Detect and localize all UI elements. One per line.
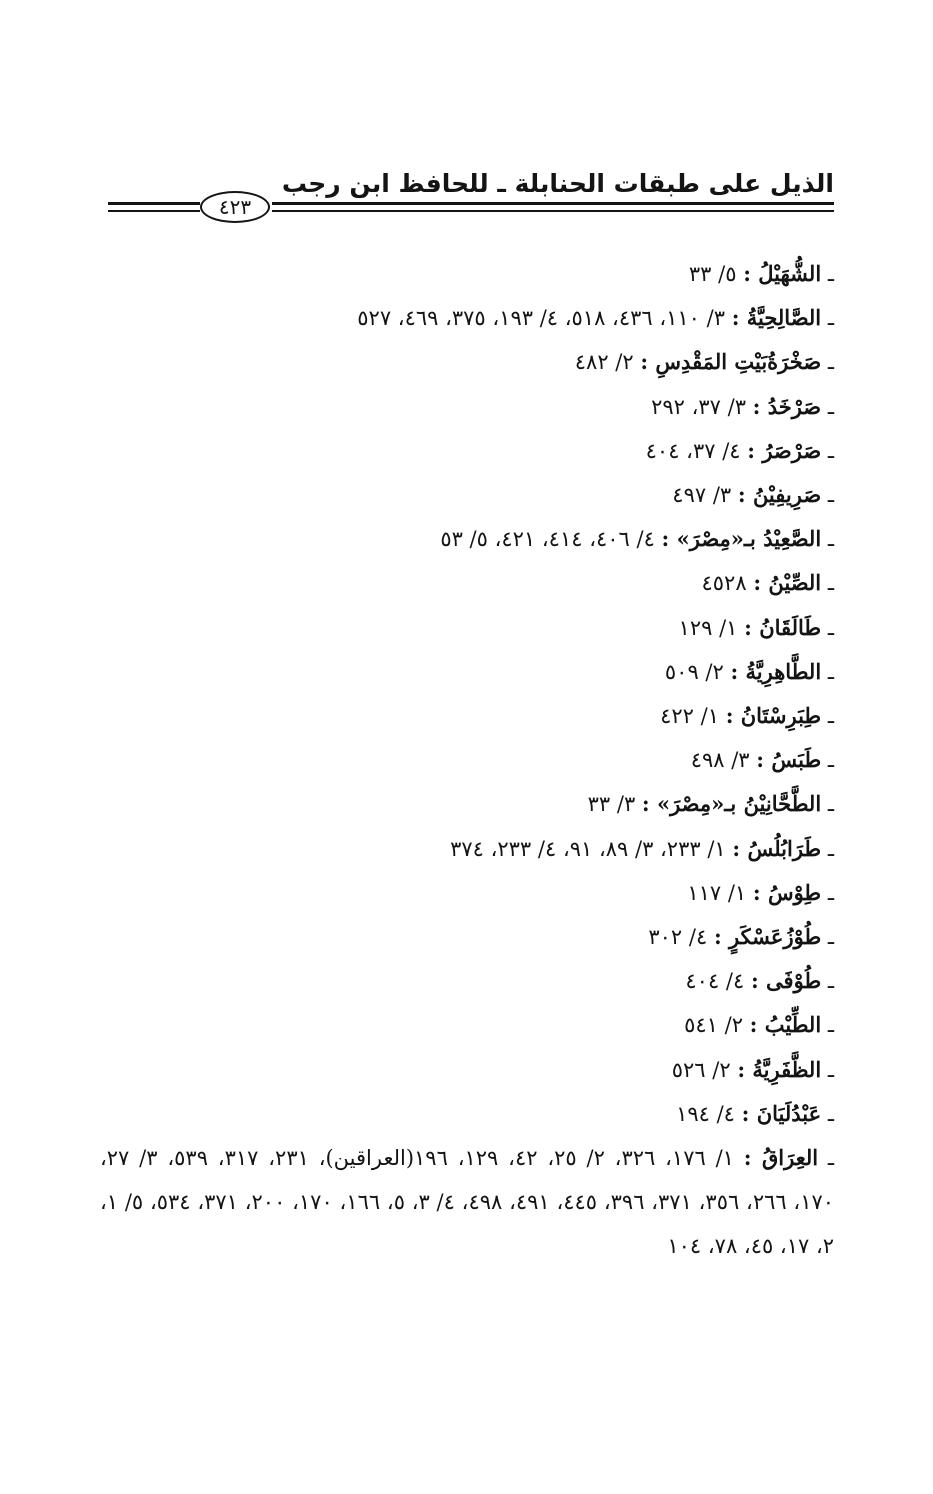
place-name: عَبْدُلَيَانَ :	[741, 1100, 822, 1126]
index-entry	[100, 429, 834, 473]
index-entry	[100, 1136, 834, 1269]
entry-dash: ـ	[827, 615, 834, 640]
entry-dash: ـ	[827, 925, 834, 950]
page-references: ٤/ ٣٧، ٤٠٤	[645, 438, 741, 463]
place-name: الصَّعِيْدُ بـ«مِصْرَ» :	[661, 526, 822, 552]
entry-dash: ـ	[827, 350, 834, 375]
page-number: ٤٢٣	[200, 191, 270, 223]
page-references: ٢/ ٥٢٦	[671, 1057, 731, 1082]
index-entry	[100, 473, 834, 517]
place-name: الطَّحَّانِيْنُ بـ«مِصْرَ» :	[641, 791, 822, 817]
page-references: ٣/ ١١٠، ٤٣٦، ٥١٨، ٤/ ١٩٣، ٣٧٥، ٤٦٩، ٥٢٧	[357, 306, 725, 331]
place-name: الشُّهَيْلُ :	[743, 261, 822, 286]
entry-dash: ـ	[827, 1057, 834, 1082]
page-references: ٤/ ٤٠٤	[685, 969, 745, 994]
header-rule-right	[272, 202, 834, 212]
header-rule-left	[108, 202, 200, 212]
entry-dash: ـ	[827, 1013, 834, 1038]
page-references: ١/ ٢٣٣، ٣/ ٨٩، ٩١، ٤/ ٢٣٣، ٣٧٤	[450, 836, 726, 861]
entry-dash: ـ	[827, 836, 834, 861]
entry-dash: ـ	[827, 527, 834, 552]
index-entry	[100, 606, 834, 650]
place-name: الطَّاهِرِيَّةُ :	[730, 658, 822, 684]
page-references: ٣/ ٤٩٧	[672, 483, 732, 508]
entry-dash: ـ	[827, 1146, 835, 1171]
entry-dash: ـ	[827, 262, 834, 286]
entry-dash: ـ	[827, 394, 834, 419]
index-entry	[100, 782, 834, 826]
page-references: ٣/ ٣٧، ٢٩٢	[651, 394, 746, 419]
page-references: ١/ ٤٢٢	[660, 704, 719, 729]
index-entry	[100, 915, 834, 959]
entry-dash: ـ	[827, 571, 834, 596]
place-name: طِبَرِسْتَانُ :	[725, 703, 822, 729]
index-entry	[100, 650, 834, 694]
index-entry	[100, 871, 834, 915]
place-name: الطِّيْبُ :	[749, 1012, 822, 1038]
page-header	[108, 168, 834, 228]
index-entry	[100, 827, 834, 871]
page-references: ١/ ١٢٩	[678, 615, 738, 640]
entry-dash: ـ	[827, 659, 834, 684]
page-references: ٢/ ٥٤١	[684, 1013, 743, 1038]
page-references: ٢/ ٥٠٩	[664, 659, 724, 684]
place-name: صَرِيفِيْنُ :	[737, 482, 822, 508]
entry-dash: ـ	[827, 704, 834, 729]
index-entry	[100, 561, 834, 605]
place-name: الصِّيْنُ :	[753, 570, 822, 596]
index-entries	[100, 252, 834, 1269]
entry-dash: ـ	[827, 438, 834, 463]
page-references: ٤٥٢٨	[701, 571, 747, 596]
page-references: ٣/ ٣٣	[587, 792, 636, 817]
index-entry	[100, 959, 834, 1003]
place-name: طِوْسُ :	[752, 879, 822, 905]
index-entry	[100, 1048, 834, 1092]
place-name: صَرْخَدُ :	[752, 393, 822, 419]
entry-dash: ـ	[827, 880, 834, 905]
entry-dash: ـ	[827, 748, 834, 773]
entry-dash: ـ	[827, 483, 834, 508]
page-references: ١/ ١١٧	[687, 880, 747, 905]
place-name: صَخْرَةُبَيْتِ المَقْدِسِ :	[640, 349, 822, 375]
place-name: طَالَقَانُ :	[744, 614, 822, 640]
running-title: الذيل على طبقات الحنابلة ـ للحافظ ابن رجب	[281, 169, 834, 198]
place-name: طُوْفَى :	[750, 968, 822, 994]
page-references: ١/ ١٧٦، ٣٢٦، ٢/ ٢٥، ٤٢، ١٢٩، ١٩٦(العراقين)، ٢٣١، ٣١٧، ٥٣٩، ٣/ ٢٧، ١٧٠، ٢٦٦، ٣٥٦، ٣٧١، ٣٩٦، ٤٤٥، ٤٩١، ٤٩٨، ٤/ ٣، ٥، ١٦٦، ١٧٠، ٢٠٠، ٣٧١، ٥٣٤، ٥/ ١، ٢، ١٧، ٤٥، ٧٨، ١٠٤	[100, 1146, 835, 1259]
index-entry	[100, 1092, 834, 1136]
entry-dash: ـ	[827, 1101, 834, 1126]
index-entry	[100, 252, 834, 296]
place-name: طُوْزُعَسْكَرٍ :	[713, 924, 822, 950]
place-name: طَبَسُ :	[756, 747, 822, 773]
place-name: طَرَابُلُسُ :	[732, 835, 822, 861]
page-references: ٤/ ٣٠٢	[648, 925, 708, 950]
page-references: ٤/ ١٩٤	[676, 1101, 735, 1126]
page-references: ٤/ ٤٠٦، ٤١٤، ٤٢١، ٥/ ٥٣	[440, 527, 655, 552]
index-entry	[100, 385, 834, 429]
index-entry	[100, 1003, 834, 1047]
index-entry	[100, 340, 834, 384]
index-entry	[100, 738, 834, 782]
entry-dash: ـ	[827, 306, 834, 331]
page-references: ٢/ ٤٨٢	[574, 350, 634, 375]
place-name: العِرَاقُ :	[743, 1145, 819, 1171]
place-name: صَرْصَرُ :	[747, 437, 822, 463]
place-name: الصَّالِحِيَّةُ :	[731, 305, 822, 331]
entry-dash: ـ	[827, 969, 834, 994]
index-entry	[100, 296, 834, 340]
index-entry	[100, 694, 834, 738]
entry-dash: ـ	[827, 792, 834, 817]
page-references: ٣/ ٤٩٨	[690, 748, 750, 773]
index-entry	[100, 517, 834, 561]
page-references: ٥/ ٣٣	[688, 262, 737, 286]
place-name: الظَّفَرِيَّةُ :	[737, 1056, 822, 1082]
